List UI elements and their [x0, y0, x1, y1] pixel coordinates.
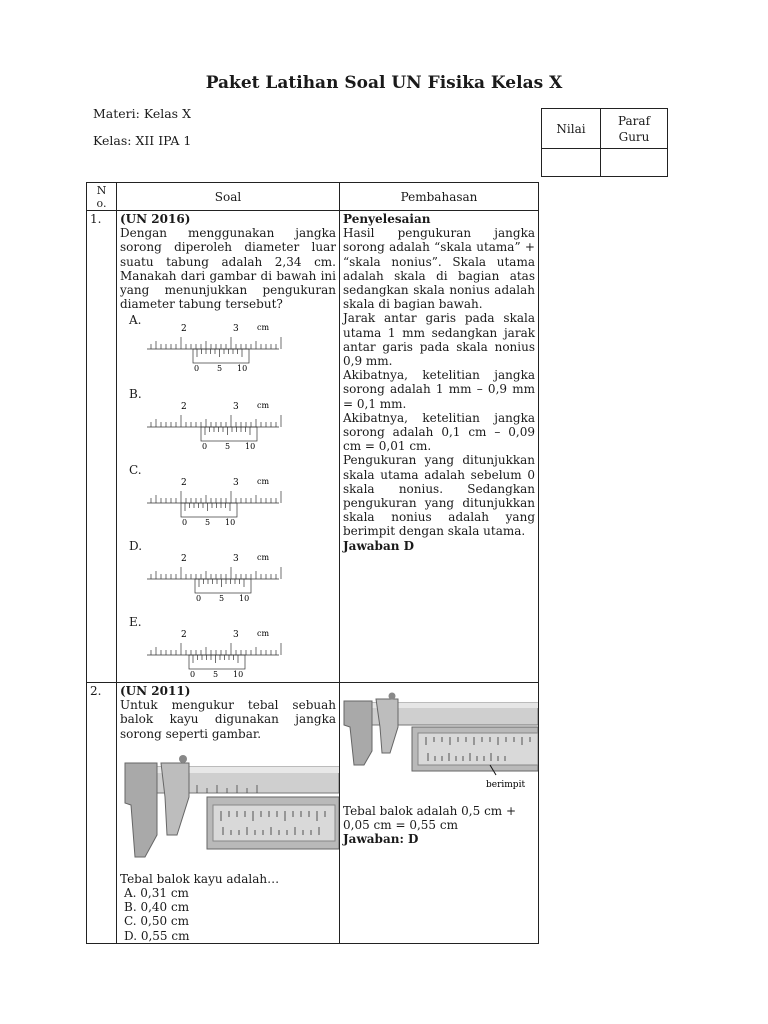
vernier-label: 0 — [182, 518, 188, 528]
vernier-label: 0 — [190, 670, 196, 680]
q2-option-c: C. 0,50 cm — [124, 914, 190, 929]
vernier-label: 10 — [239, 594, 250, 604]
vernier-scale-figure — [147, 319, 287, 379]
q1-options — [117, 311, 339, 680]
vernier-label: 5 — [217, 364, 223, 374]
vernier-label: 10 — [245, 442, 256, 452]
q2-tag: (UN 2011) — [120, 684, 191, 698]
q2-prompt: Tebal balok kayu adalah… — [120, 871, 280, 886]
q1-solution-p5: Pengukuran yang ditunjukkan skala utama adalah sebelum 0 skala nonius. Sedangkan pengukuran yang ditunjukkan skala nonius adalah yang berimpit dengan skala utama. — [343, 453, 535, 539]
vernier-scale-figure — [147, 473, 287, 533]
unit-label: cm — [257, 401, 270, 411]
caliper-photo-question — [117, 745, 339, 869]
materi-label: Materi: Kelas X — [93, 106, 191, 121]
q1-question: Dengan menggunakan jangka sorong diperoleh diameter luar suatu tabung adalah 2,34 cm. Manakah dari gambar di bawah ini yang menunjukkan pengukuran diameter tabung tersebut? — [120, 226, 336, 312]
page-title: Paket Latihan Soal UN Fisika Kelas X — [205, 73, 563, 93]
kelas-label: Kelas: XII IPA 1 — [93, 133, 192, 148]
q1-solution-p4: Akibatnya, ketelitian jangka sorong adalah 0,1 cm – 0,09 cm = 0,01 cm. — [343, 410, 535, 454]
main-scale-label: 3 — [233, 402, 239, 413]
main-scale-label: 3 — [233, 554, 239, 565]
q2-question: Untuk mengukur tebal sebuah balok kayu digunakan jangka sorong seperti gambar. — [120, 698, 336, 741]
unit-label: cm — [257, 629, 270, 639]
q1-option-letter: C. — [129, 463, 142, 478]
vernier-scale-figure — [147, 397, 287, 457]
main-scale-label: 3 — [233, 630, 239, 641]
q1-option — [129, 463, 339, 539]
main-scale-label: 2 — [181, 324, 187, 335]
main-scale-label: 3 — [233, 478, 239, 489]
main-scale-label: 2 — [181, 478, 187, 489]
header-no: N o. — [87, 183, 117, 211]
table-row — [87, 683, 539, 944]
q1-answer: Jawaban D — [343, 538, 415, 553]
paraf-label: Paraf Guru — [601, 109, 668, 149]
main-scale-label: 2 — [181, 554, 187, 565]
vernier-label: 10 — [237, 364, 248, 374]
q1-option-letter: E. — [129, 615, 142, 630]
nilai-label: Nilai — [542, 109, 601, 149]
nilai-value[interactable] — [542, 149, 601, 177]
paraf-value[interactable] — [601, 149, 668, 177]
q1-option-letter: B. — [129, 387, 142, 402]
q1-solution-p3: Akibatnya, ketelitian jangka sorong adalah 1 mm – 0,9 mm = 0,1 mm. — [343, 368, 535, 411]
vernier-scale-figure — [147, 625, 287, 685]
q1-option — [129, 539, 339, 615]
vernier-label: 5 — [225, 442, 231, 452]
vernier-label: 5 — [213, 670, 219, 680]
q1-option — [129, 615, 339, 680]
q2-number: 2. — [90, 684, 102, 698]
vernier-label: 0 — [202, 442, 208, 452]
q2-option-b: B. 0,40 cm — [124, 900, 190, 915]
vernier-label: 10 — [233, 670, 244, 680]
unit-label: cm — [257, 477, 270, 487]
q1-solution-p1: Hasil pengukuran jangka sorong adalah “skala utama” + “skala nonius”. Skala utama adalah skala di bagian atas sedangkan skala nonius adalah skala di bagian bawah. — [343, 226, 535, 312]
q1-option-letter: D. — [129, 539, 143, 554]
main-scale-label: 2 — [181, 630, 187, 641]
q1-option — [129, 387, 339, 463]
grade-box — [541, 108, 668, 177]
vernier-scale-figure — [147, 549, 287, 609]
question-table — [86, 182, 539, 944]
header-soal: Soal — [117, 183, 340, 211]
q1-number: 1. — [90, 212, 102, 226]
vernier-label: 0 — [196, 594, 202, 604]
berimpit-label: berimpit — [486, 780, 526, 790]
header-pembahasan: Pembahasan — [340, 183, 539, 211]
q1-solution-p2: Jarak antar garis pada skala utama 1 mm sedangkan jarak antar garis pada skala nonius 0,9 mm. — [343, 311, 535, 369]
q2-option-a: A. 0,31 cm — [124, 886, 189, 901]
q2-option-d: D. 0,55 cm — [124, 928, 190, 943]
vernier-label: 10 — [225, 518, 236, 528]
vernier-label: 0 — [194, 364, 200, 374]
q1-option — [129, 311, 339, 387]
main-scale-label: 3 — [233, 324, 239, 335]
unit-label: cm — [257, 323, 270, 333]
q1-option-letter: A. — [129, 313, 142, 328]
q2-solution: Tebal balok adalah 0,5 cm + 0,05 cm = 0,55 cm — [343, 804, 517, 833]
main-scale-label: 2 — [181, 402, 187, 413]
vernier-label: 5 — [219, 594, 225, 604]
vernier-label: 5 — [205, 518, 211, 528]
unit-label: cm — [257, 553, 270, 563]
caliper-photo-solution — [340, 691, 538, 801]
q2-answer: Jawaban: D — [343, 832, 419, 847]
table-row — [87, 211, 539, 683]
q1-tag: (UN 2016) — [120, 212, 191, 226]
q1-solution-head: Penyelesaian — [343, 212, 431, 226]
